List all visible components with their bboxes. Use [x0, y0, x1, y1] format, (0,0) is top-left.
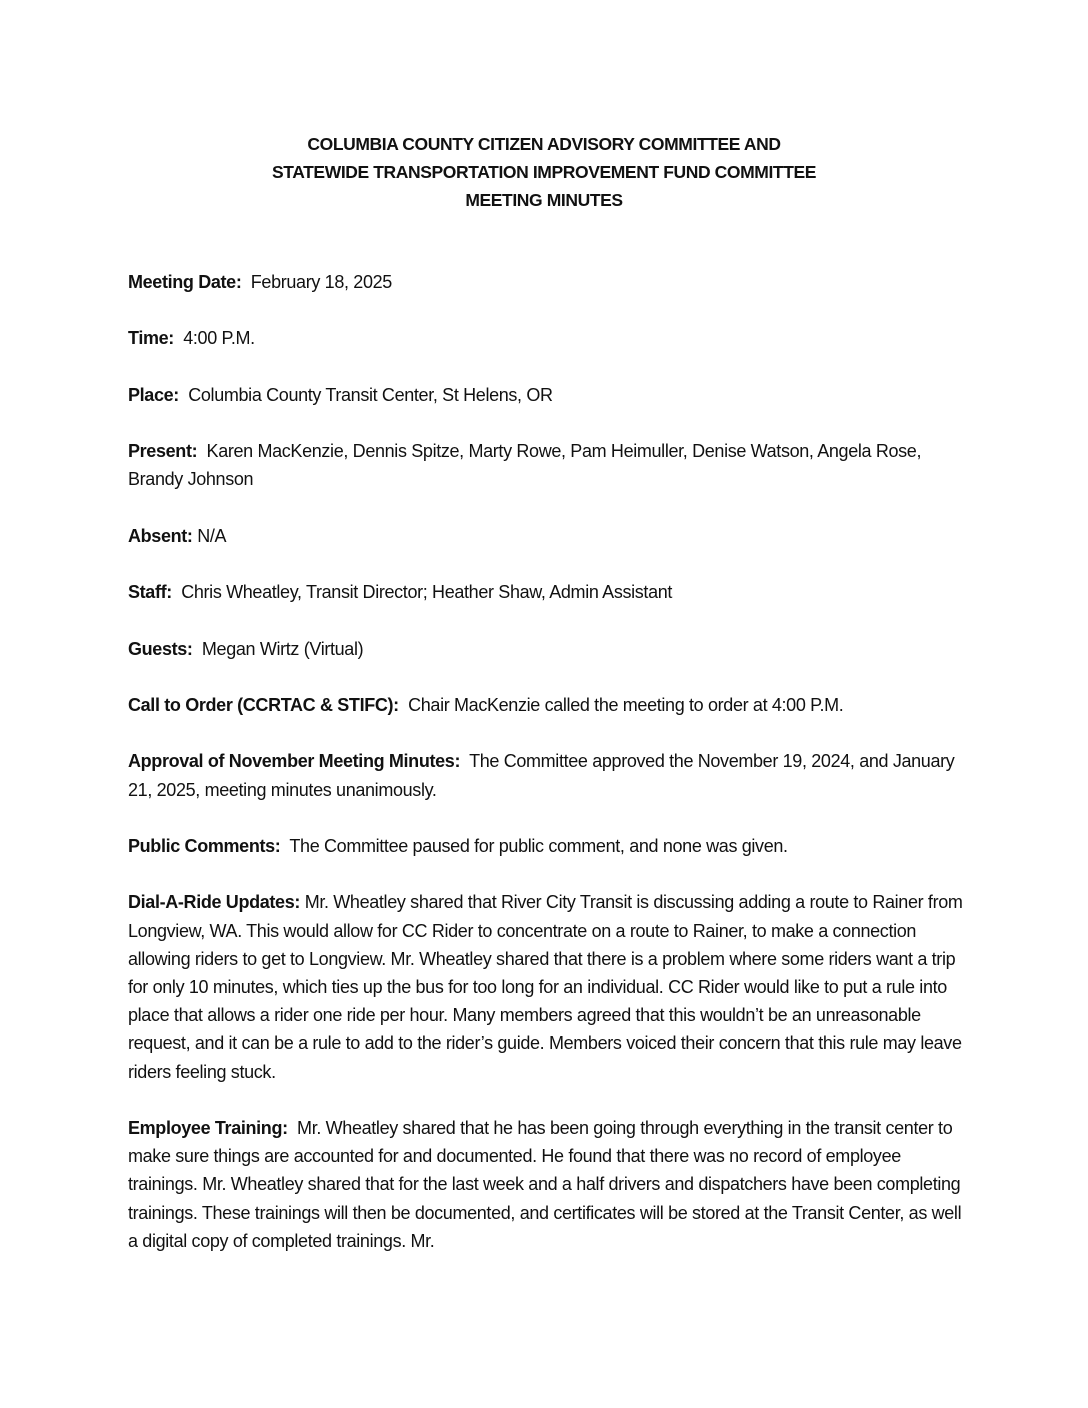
section-label: Dial-A-Ride Updates:: [128, 892, 301, 913]
title-line-2: STATEWIDE TRANSPORTATION IMPROVEMENT FUND COMMITTEE: [271, 162, 817, 182]
section-label: Call to Order (CCRTAC & STIFC):: [128, 694, 399, 715]
field-value: N/A: [197, 525, 227, 546]
field-value: 4:00 P.M.: [183, 328, 255, 349]
meeting-date-field: [128, 268, 968, 296]
section-text: Chair MacKenzie called the meeting to order at 4:00 P.M.: [408, 694, 844, 715]
field-label: Absent:: [128, 525, 193, 546]
present-field: [128, 437, 968, 493]
field-value: Megan Wirtz (Virtual): [201, 638, 364, 659]
section-text: Mr. Wheatley shared that River City Transit is discussing adding a route to Rainer from Longview, WA. This would allow for CC Rider to concentrate on a route to Rainer, to make a connection allowing riders to get to Longview. Mr. Wheatley shared that there is a problem where some riders want a trip for only 10 minutes, which ties up the bus for too long for an individual. CC Rider would like to put a rule into place that allows a rider one ride per hour. Many members agreed that this wouldn’t be an unreasonable request, and it can be a rule to add to the rider’s guide. Members voiced their concern that this rule may leave riders feeling stuck.: [128, 892, 963, 1082]
section-text: The Committee paused for public comment, and none was given.: [289, 835, 788, 856]
guests-field: [128, 635, 968, 663]
public-comments-section: [128, 832, 968, 860]
field-label: Staff:: [128, 582, 172, 603]
staff-field: [128, 578, 968, 606]
dial-a-ride-section: [128, 888, 968, 1085]
title-line-3: MEETING MINUTES: [465, 190, 623, 210]
field-label: Meeting Date:: [128, 272, 242, 292]
field-label: Guests:: [128, 638, 193, 659]
field-value: Chris Wheatley, Transit Director; Heather Shaw, Admin Assistant: [181, 582, 673, 603]
minutes-body: [128, 268, 968, 1283]
field-label: Place:: [128, 384, 179, 405]
field-value: Karen MacKenzie, Dennis Spitze, Marty Rowe, Pam Heimuller, Denise Watson, Angela Rose, Brandy Johnson: [128, 441, 922, 490]
field-value: Columbia County Transit Center, St Helens, OR: [188, 384, 553, 405]
place-field: [128, 381, 968, 409]
call-to-order-section: [128, 691, 968, 719]
absent-field: [128, 522, 968, 550]
time-field: [128, 324, 968, 352]
approval-minutes-section: [128, 747, 968, 803]
section-label: Employee Training:: [128, 1117, 288, 1138]
section-text: The Committee approved the November 19, 2024, and January 21, 2025, meeting minutes unanimously.: [128, 751, 955, 800]
title-line-1: COLUMBIA COUNTY CITIZEN ADVISORY COMMITTEE AND: [307, 134, 781, 154]
field-label: Present:: [128, 441, 198, 462]
field-value: February 18, 2025: [250, 272, 392, 292]
field-label: Time:: [128, 328, 174, 349]
section-label: Approval of November Meeting Minutes:: [128, 751, 461, 772]
section-text: Mr. Wheatley shared that he has been going through everything in the transit center to make sure things are accounted for and documented. He found that there was no record of employee trainings. Mr. Wheatley shared that for the last week and a half drivers and dispatchers have been completing trainings. These trainings will then be documented, and certificates will be stored at the Transit Center, as well a digital copy of completed trainings. Mr.: [128, 1117, 962, 1251]
document-title: [0, 130, 1088, 214]
employee-training-section: [128, 1114, 968, 1255]
section-label: Public Comments:: [128, 835, 281, 856]
